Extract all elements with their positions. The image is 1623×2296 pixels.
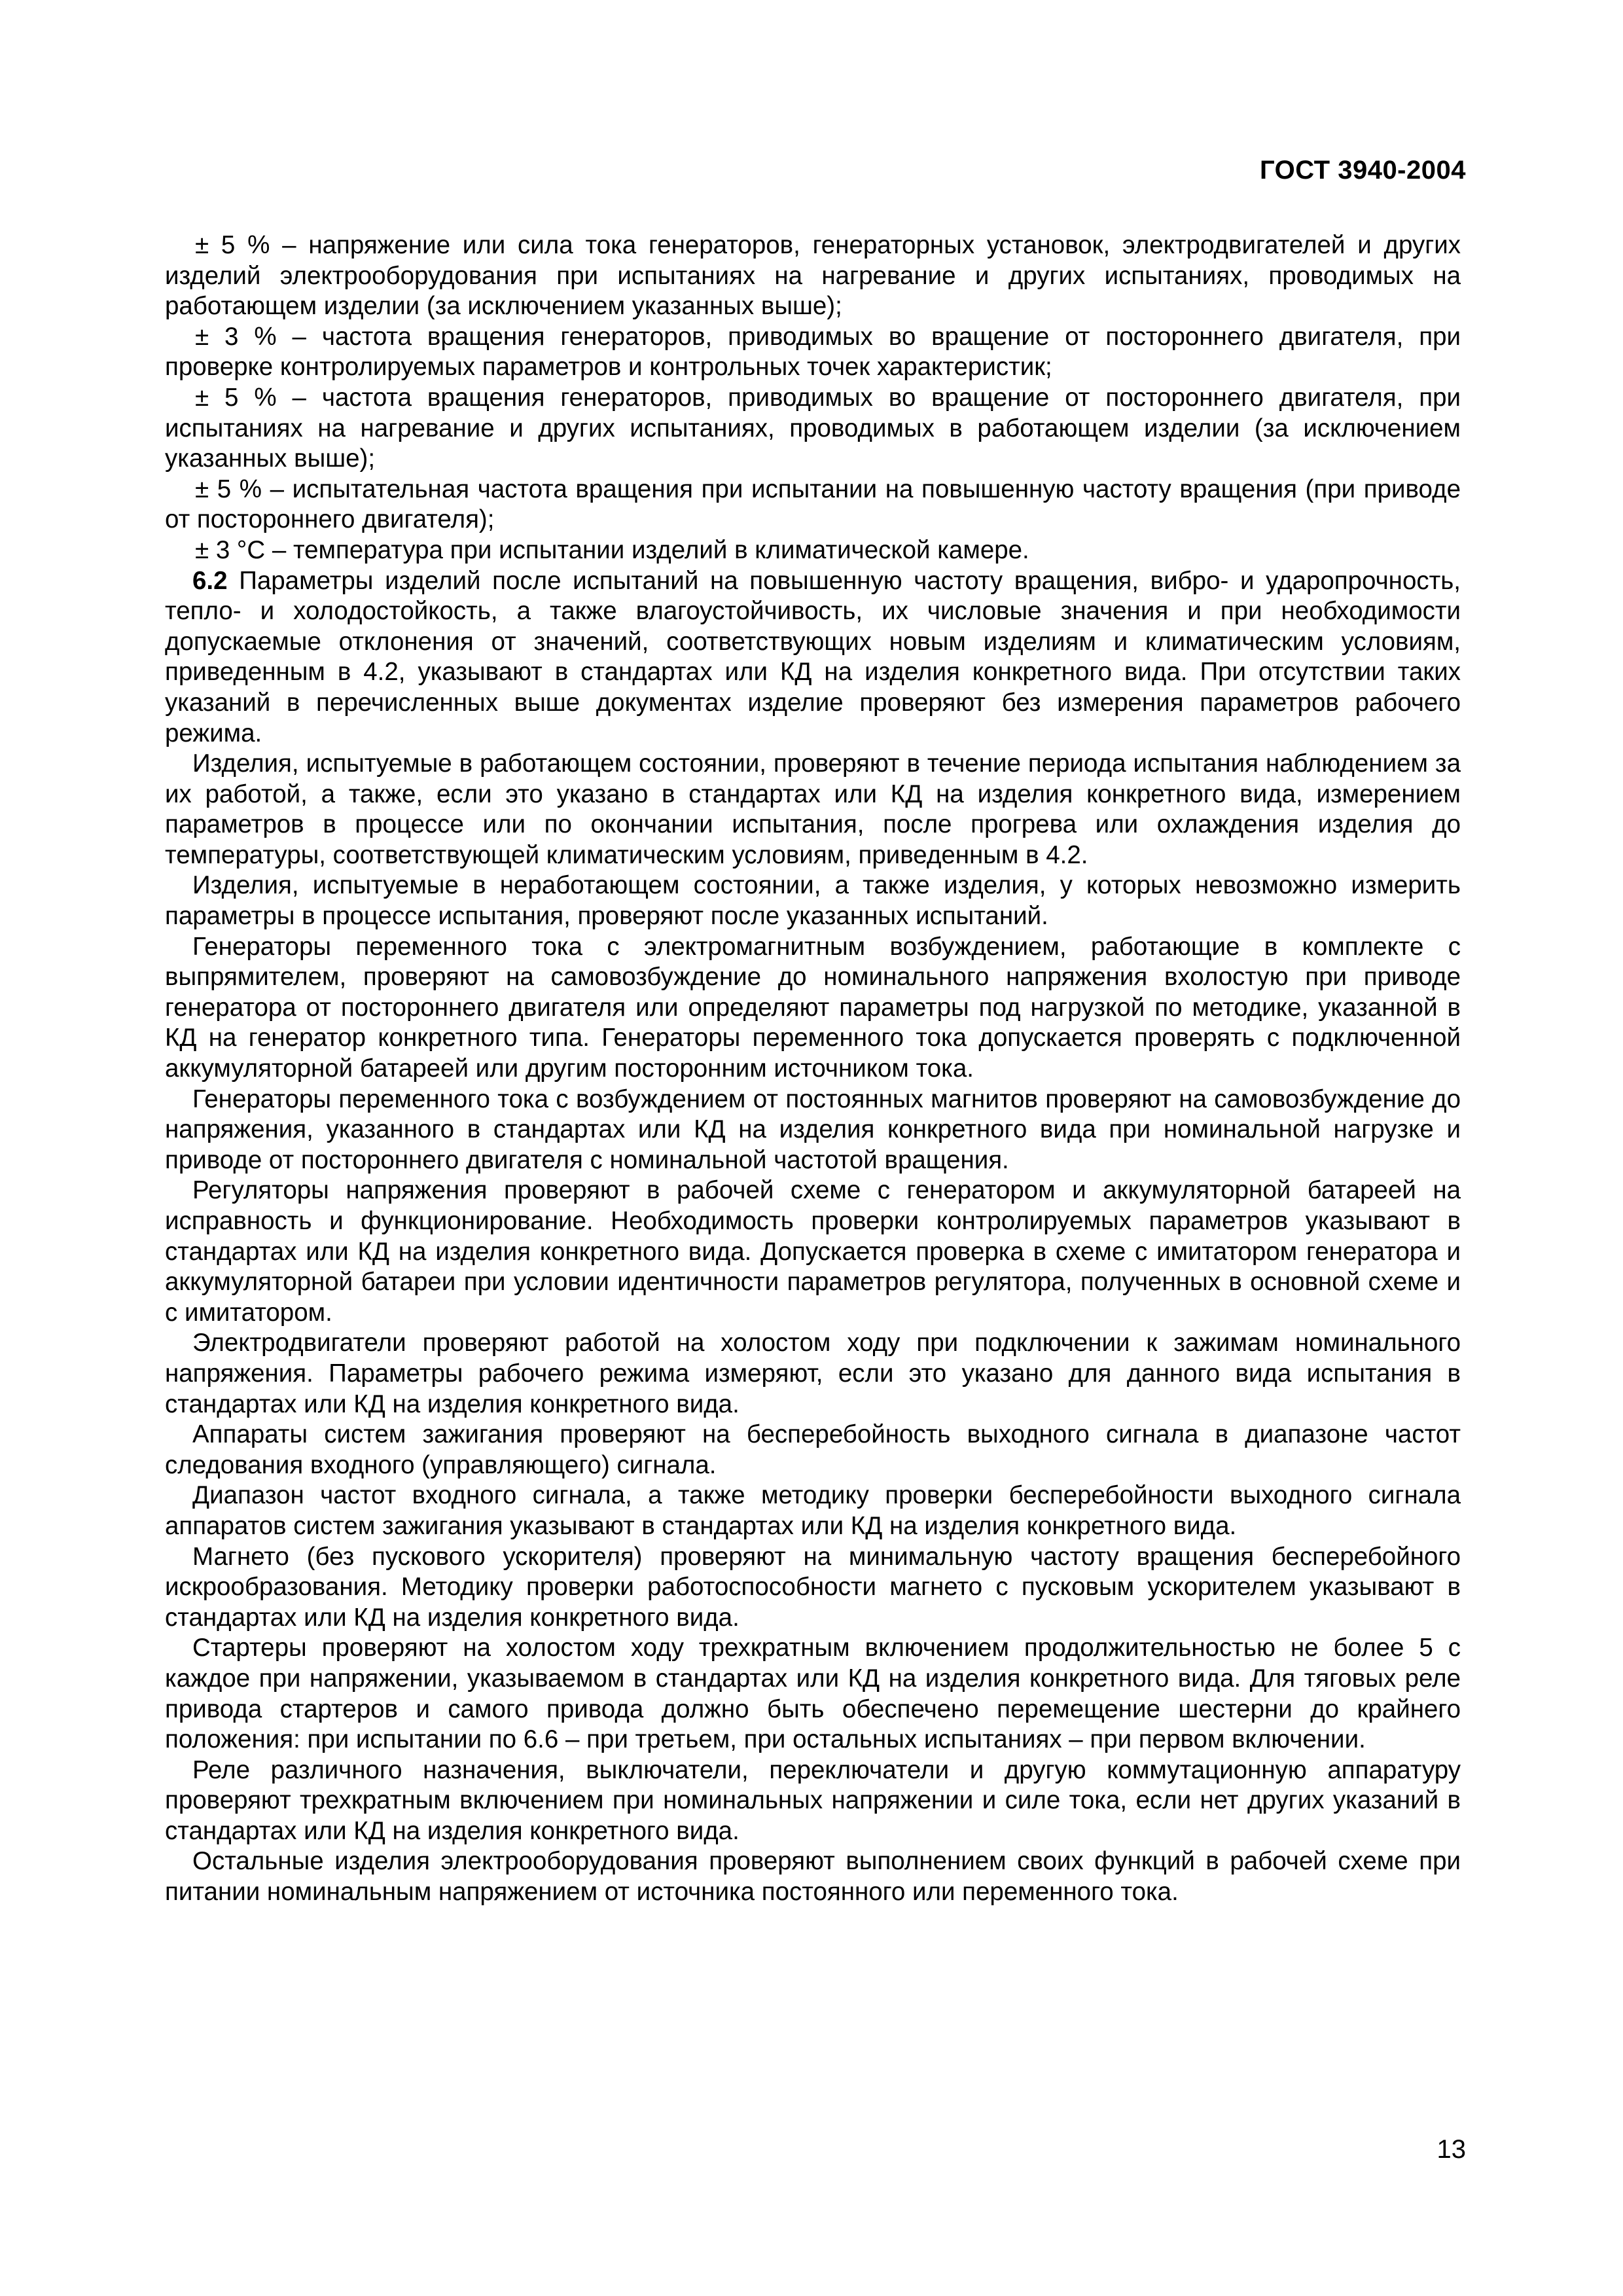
body-paragraph: Электродвигатели проверяют работой на холостом ходу при подключении к зажимам номинального напряжения. Параметры рабочего режима измеряют, если это указано для данного вида испытания в стандартах или КД на изделия конкретного вида. xyxy=(165,1329,1461,1418)
body-paragraph: Реле различного назначения, выключатели, переключатели и другую коммутационную аппаратуру проверяют трехкратным включением при номинальных напряжении и силе тока, если нет других указаний в стандартах или КД на изделия конкретного вида. xyxy=(165,1755,1461,1845)
body-paragraph: Регуляторы напряжения проверяют в рабочей схеме с генератором и аккумуляторной батареей на исправность и функционирование. Необходимость проверки контролируемых параметров указывают в стандартах или КД на изделия конкретного вида. Допускается проверка в схеме с имитатором генератора и аккумуляторной батареи при условии идентичности параметров регулятора, полученных в основной схеме и с имитатором. xyxy=(165,1176,1461,1327)
body-paragraph: Диапазон частот входного сигнала, а также методику проверки бесперебойности выходного сигнала аппаратов систем зажигания указывают в стандартах или КД на изделия конкретного вида. xyxy=(165,1481,1461,1540)
section-6-2-paragraph xyxy=(165,566,1461,749)
document-number-header: ГОСТ 3940-2004 xyxy=(1260,156,1466,185)
body-paragraph: Генераторы переменного тока с возбуждением от постоянных магнитов проверяют на самовозбуждение до напряжения, указанного в стандартах или КД на изделия конкретного вида при номинальной нагрузке и приводе от постороннего двигателя с номинальной частотой вращения. xyxy=(165,1085,1461,1174)
body-paragraph: Стартеры проверяют на холостом ходу трехкратным включением продолжительностью не более 5 с каждое при напряжении, указываемом в стандартах или КД на изделия конкретного вида. Для тяговых реле привода стартеров и самого привода должно быть обеспечено перемещение шестерни до крайнего положения: при испытании по 6.6 – при третьем, при остальных испытаниях – при первом включении. xyxy=(165,1634,1461,1754)
body-paragraph: Магнето (без пускового ускорителя) проверяют на минимальную частоту вращения бесперебойного искрообразования. Методику проверки работоспособности магнето с пусковым ускорителем указывают в стандартах или КД на изделия конкретного вида. xyxy=(165,1542,1461,1632)
section-number: 6.2 xyxy=(192,566,228,595)
body-paragraph: Аппараты систем зажигания проверяют на бесперебойность выходного сигнала в диапазоне частот следования входного (управляющего) сигнала. xyxy=(165,1420,1461,1479)
tolerance-item: ± 5 % – напряжение или сила тока генераторов, генераторных установок, электродвигателей и других изделий электрооборудования при испытаниях на нагревание и других испытаниях, проводимых на работающем изделии (за исключением указанных выше); xyxy=(165,231,1461,321)
tolerance-item: ± 3 % – частота вращения генераторов, приводимых во вращение от постороннего двигателя, при проверке контролируемых параметров и контрольных точек характеристик; xyxy=(165,322,1461,382)
tolerance-item: ± 3 °С – температура при испытании изделий в климатической камере. xyxy=(195,535,1029,564)
body-paragraph: Изделия, испытуемые в неработающем состоянии, а также изделия, у которых невозможно измерить параметры в процессе испытания, проверяют после указанных испытаний. xyxy=(165,871,1461,931)
body-paragraph: Генераторы переменного тока с электромагнитным возбуждением, работающие в комплекте с выпрямителем, проверяют на самовозбуждение до номинального напряжения вхолостую при приводе генератора от постороннего двигателя или определяют параметры под нагрузкой по методике, указанной в КД на генератор конкретного типа. Генераторы переменного тока допускается проверять с подключенной аккумуляторной батареей или другим посторонним источником тока. xyxy=(165,932,1461,1083)
page-body xyxy=(165,230,1461,1908)
tolerance-item: ± 5 % – испытательная частота вращения при испытании на повышенную частоту вращения (при приводе от постороннего двигателя); xyxy=(165,475,1461,534)
tolerance-item: ± 5 % – частота вращения генераторов, приводимых во вращение от постороннего двигателя, при испытаниях на нагревание и других испытаниях, проводимых в работающем изделии (за исключением указанных выше); xyxy=(165,383,1461,473)
body-paragraph: Изделия, испытуемые в работающем состоянии, проверяют в течение периода испытания наблюдением за их работой, а также, если это указано в стандартах или КД на изделия конкретного вида, измерением параметров в процессе или по окончании испытания, после прогрева или охлаждения изделия до температуры, соответствующей климатическим условиям, приведенным в 4.2. xyxy=(165,749,1461,869)
body-paragraph: Остальные изделия электрооборудования проверяют выполнением своих функций в рабочей схеме при питании номинальным напряжением от источника постоянного или переменного тока. xyxy=(165,1847,1461,1907)
page-number: 13 xyxy=(1436,2135,1466,2164)
section-6-2-text: Параметры изделий после испытаний на повышенную частоту вращения, вибро- и ударопрочность, тепло- и холодостойкость, а также влагоустойчивость, их числовые значения и при необходимости допускаемые отклонения от значений, соответствующих новым изделиям и климатическим условиям, приведенным в 4.2, указывают в стандартах или КД на изделия конкретного вида. При отсутствии таких указаний в перечисленных выше документах изделие проверяют без измерения параметров рабочего режима. xyxy=(165,566,1461,747)
